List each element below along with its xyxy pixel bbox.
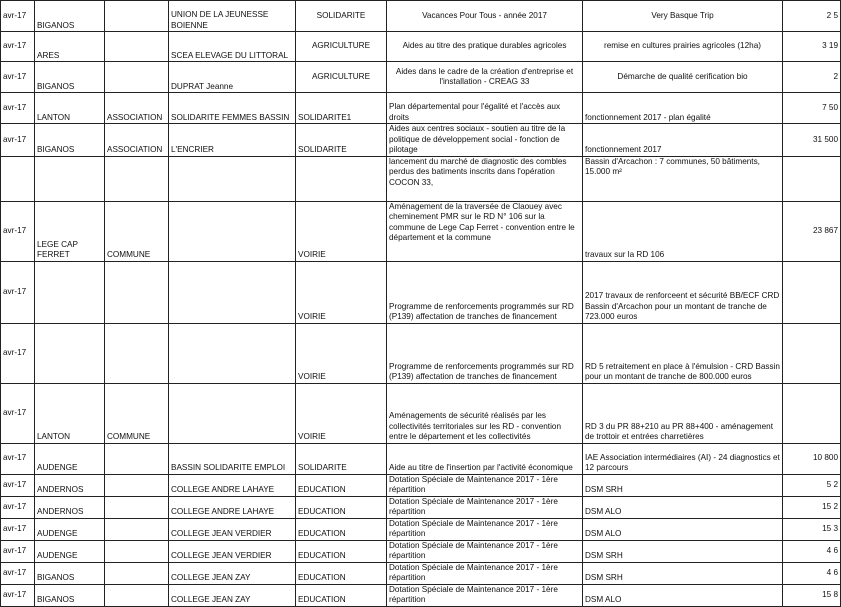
table-row xyxy=(1,584,841,606)
secteur-cell: VOIRIE xyxy=(296,383,387,443)
objet-cell: Aides dans le cadre de la création d'entreprise et l'installation - CREAG 33 xyxy=(387,62,583,93)
beneficiaire-cell: COLLEGE ANDRE LAHAYE xyxy=(169,474,296,496)
montant-cell: 15 8 xyxy=(783,584,841,606)
montant-cell: 3 19 xyxy=(783,32,841,62)
commune-cell: BIGANOS xyxy=(35,124,105,157)
beneficiaire-cell: COLLEGE JEAN VERDIER xyxy=(169,540,296,562)
montant-cell: 4 6 xyxy=(783,540,841,562)
type-cell: ASSOCIATION xyxy=(105,93,169,124)
beneficiaire-cell xyxy=(169,201,296,261)
date-cell: avr-17 xyxy=(1,496,35,518)
date-cell: avr-17 xyxy=(1,584,35,606)
objet-cell: Vacances Pour Tous - année 2017 xyxy=(387,1,583,32)
type-cell xyxy=(105,584,169,606)
detail-cell: fonctionnement 2017 xyxy=(583,124,783,157)
date-cell: avr-17 xyxy=(1,443,35,474)
type-cell xyxy=(105,323,169,383)
montant-cell: 15 3 xyxy=(783,518,841,540)
secteur-cell: SOLIDARITE xyxy=(296,124,387,157)
table-row xyxy=(1,474,841,496)
date-cell: avr-17 xyxy=(1,201,35,261)
commune-cell xyxy=(35,261,105,323)
commune-cell: AUDENGE xyxy=(35,540,105,562)
secteur-cell xyxy=(296,156,387,201)
table-row xyxy=(1,562,841,584)
detail-cell: IAE Association intermédiaires (AI) - 24 diagnostics et 12 parcours xyxy=(583,443,783,474)
secteur-cell: SOLIDARITE1 xyxy=(296,93,387,124)
detail-cell: remise en cultures prairies agricoles (12ha) xyxy=(583,32,783,62)
type-cell: ASSOCIATION xyxy=(105,124,169,157)
table-row xyxy=(1,383,841,443)
table-row xyxy=(1,540,841,562)
detail-cell: fonctionnement 2017 - plan égalité xyxy=(583,93,783,124)
objet-cell: Programme de renforcements programmés sur RD (P139) affectation de tranches de financement xyxy=(387,261,583,323)
objet-cell: Aménagement de la traversée de Claouey avec cheminement PMR sur le RD N° 106 sur la commune de Lege Cap Ferret - convention entre le département et la commune xyxy=(387,201,583,261)
montant-cell: 4 6 xyxy=(783,562,841,584)
objet-cell: Aides au titre des pratique durables agricoles xyxy=(387,32,583,62)
table-row xyxy=(1,443,841,474)
objet-cell: Programme de renforcements programmés sur RD (P139) affectation de tranches de financement xyxy=(387,323,583,383)
table-row xyxy=(1,1,841,32)
detail-cell: travaux sur la RD 106 xyxy=(583,201,783,261)
date-cell: avr-17 xyxy=(1,323,35,383)
beneficiaire-cell xyxy=(169,323,296,383)
commune-cell: ANDERNOS xyxy=(35,474,105,496)
detail-cell: DSM SRH xyxy=(583,474,783,496)
date-cell: avr-17 xyxy=(1,1,35,32)
detail-cell: DSM SRH xyxy=(583,562,783,584)
table-body xyxy=(1,1,841,607)
type-cell xyxy=(105,562,169,584)
objet-cell: Dotation Spéciale de Maintenance 2017 - 1ère répartition xyxy=(387,518,583,540)
commune-cell xyxy=(35,323,105,383)
beneficiaire-cell: COLLEGE JEAN VERDIER xyxy=(169,518,296,540)
beneficiaire-cell xyxy=(169,383,296,443)
beneficiaire-cell: UNION DE LA JEUNESSE BOIENNE xyxy=(169,1,296,32)
commune-cell: ANDERNOS xyxy=(35,496,105,518)
table-row xyxy=(1,201,841,261)
secteur-cell: VOIRIE xyxy=(296,323,387,383)
beneficiaire-cell xyxy=(169,156,296,201)
table-row xyxy=(1,496,841,518)
type-cell xyxy=(105,496,169,518)
montant-cell: 23 867 xyxy=(783,201,841,261)
commune-cell: BIGANOS xyxy=(35,1,105,32)
detail-cell: RD 5 retraitement en place à l'émulsion - CRD Bassin pour un montant de tranche de 800.000 euros xyxy=(583,323,783,383)
type-cell xyxy=(105,62,169,93)
date-cell: avr-17 xyxy=(1,518,35,540)
commune-cell xyxy=(35,156,105,201)
detail-cell: Bassin d'Arcachon : 7 communes, 50 bâtiments, 15.000 m² xyxy=(583,156,783,201)
commune-cell: AUDENGE xyxy=(35,443,105,474)
commune-cell: BIGANOS xyxy=(35,562,105,584)
date-cell: avr-17 xyxy=(1,474,35,496)
type-cell xyxy=(105,156,169,201)
objet-cell: lancement du marché de diagnostic des combles perdus des batiments inscrits dans l'opération COCON 33, xyxy=(387,156,583,201)
beneficiaire-cell: COLLEGE JEAN ZAY xyxy=(169,562,296,584)
type-cell xyxy=(105,474,169,496)
date-cell: avr-17 xyxy=(1,383,35,443)
secteur-cell: VOIRIE xyxy=(296,261,387,323)
commune-cell: AUDENGE xyxy=(35,518,105,540)
montant-cell xyxy=(783,156,841,201)
type-cell xyxy=(105,443,169,474)
detail-cell: DSM SRH xyxy=(583,540,783,562)
objet-cell: Aide au titre de l'insertion par l'activité économique xyxy=(387,443,583,474)
date-cell: avr-17 xyxy=(1,261,35,323)
objet-cell: Plan départemental pour l'égalité et l'accès aux droits xyxy=(387,93,583,124)
montant-cell: 10 800 xyxy=(783,443,841,474)
beneficiaire-cell: DUPRAT Jeanne xyxy=(169,62,296,93)
secteur-cell: AGRICULTURE xyxy=(296,32,387,62)
secteur-cell: EDUCATION xyxy=(296,562,387,584)
secteur-cell: EDUCATION xyxy=(296,474,387,496)
commune-cell: BIGANOS xyxy=(35,584,105,606)
table-row xyxy=(1,261,841,323)
objet-cell: Aides aux centres sociaux - soutien au titre de la politique de développement social - fonction de pilotage xyxy=(387,124,583,157)
objet-cell: Dotation Spéciale de Maintenance 2017 - 1ère répartition xyxy=(387,496,583,518)
secteur-cell: AGRICULTURE xyxy=(296,62,387,93)
secteur-cell: EDUCATION xyxy=(296,496,387,518)
table-row xyxy=(1,323,841,383)
beneficiaire-cell: BASSIN SOLIDARITE EMPLOI xyxy=(169,443,296,474)
date-cell xyxy=(1,156,35,201)
detail-cell: 2017 travaux de renforceent et sécurité BB/ECF CRD Bassin d'Arcachon pour un montant de tranche de 723.000 euros xyxy=(583,261,783,323)
montant-cell: 2 5 xyxy=(783,1,841,32)
type-cell xyxy=(105,518,169,540)
montant-cell xyxy=(783,323,841,383)
secteur-cell: SOLIDARITE xyxy=(296,1,387,32)
beneficiaire-cell: COLLEGE ANDRE LAHAYE xyxy=(169,496,296,518)
beneficiaire-cell: SCEA ELEVAGE DU LITTORAL xyxy=(169,32,296,62)
date-cell: avr-17 xyxy=(1,562,35,584)
objet-cell: Dotation Spéciale de Maintenance 2017 - 1ère répartition xyxy=(387,474,583,496)
objet-cell: Dotation Spéciale de Maintenance 2017 - 1ère répartition xyxy=(387,540,583,562)
detail-cell: DSM ALO xyxy=(583,496,783,518)
beneficiaire-cell: SOLIDARITE FEMMES BASSIN xyxy=(169,93,296,124)
objet-cell: Dotation Spéciale de Maintenance 2017 - 1ère répartition xyxy=(387,562,583,584)
type-cell xyxy=(105,32,169,62)
type-cell xyxy=(105,1,169,32)
commune-cell: LEGE CAP FERRET xyxy=(35,201,105,261)
table-row xyxy=(1,62,841,93)
detail-cell: Very Basque Trip xyxy=(583,1,783,32)
date-cell: avr-17 xyxy=(1,540,35,562)
detail-cell: DSM ALO xyxy=(583,584,783,606)
date-cell: avr-17 xyxy=(1,93,35,124)
detail-cell: RD 3 du PR 88+210 au PR 88+400 - aménagement de trottoir et entrées charretières xyxy=(583,383,783,443)
type-cell xyxy=(105,540,169,562)
secteur-cell: VOIRIE xyxy=(296,201,387,261)
type-cell: COMMUNE xyxy=(105,201,169,261)
table-row xyxy=(1,156,841,201)
date-cell: avr-17 xyxy=(1,124,35,157)
table-row xyxy=(1,93,841,124)
objet-cell: Aménagements de sécurité réalisés par les collectivités territoriales sur les RD - convention entre le département et les collectivités xyxy=(387,383,583,443)
montant-cell xyxy=(783,261,841,323)
commune-cell: BIGANOS xyxy=(35,62,105,93)
detail-cell: DSM ALO xyxy=(583,518,783,540)
table-row xyxy=(1,124,841,157)
commune-cell: LANTON xyxy=(35,383,105,443)
type-cell: COMMUNE xyxy=(105,383,169,443)
detail-cell: Démarche de qualité cerification bio xyxy=(583,62,783,93)
commune-cell: LANTON xyxy=(35,93,105,124)
objet-cell: Dotation Spéciale de Maintenance 2017 - 1ère répartition xyxy=(387,584,583,606)
table-row xyxy=(1,518,841,540)
secteur-cell: SOLIDARITE xyxy=(296,443,387,474)
beneficiaire-cell: L'ENCRIER xyxy=(169,124,296,157)
beneficiaire-cell xyxy=(169,261,296,323)
commune-cell: ARES xyxy=(35,32,105,62)
date-cell: avr-17 xyxy=(1,32,35,62)
beneficiaire-cell: COLLEGE JEAN ZAY xyxy=(169,584,296,606)
secteur-cell: EDUCATION xyxy=(296,584,387,606)
montant-cell: 15 2 xyxy=(783,496,841,518)
montant-cell: 5 2 xyxy=(783,474,841,496)
secteur-cell: EDUCATION xyxy=(296,518,387,540)
date-cell: avr-17 xyxy=(1,62,35,93)
type-cell xyxy=(105,261,169,323)
montant-cell: 2 xyxy=(783,62,841,93)
montant-cell xyxy=(783,383,841,443)
montant-cell: 7 50 xyxy=(783,93,841,124)
secteur-cell: EDUCATION xyxy=(296,540,387,562)
montant-cell: 31 500 xyxy=(783,124,841,157)
table-row xyxy=(1,32,841,62)
